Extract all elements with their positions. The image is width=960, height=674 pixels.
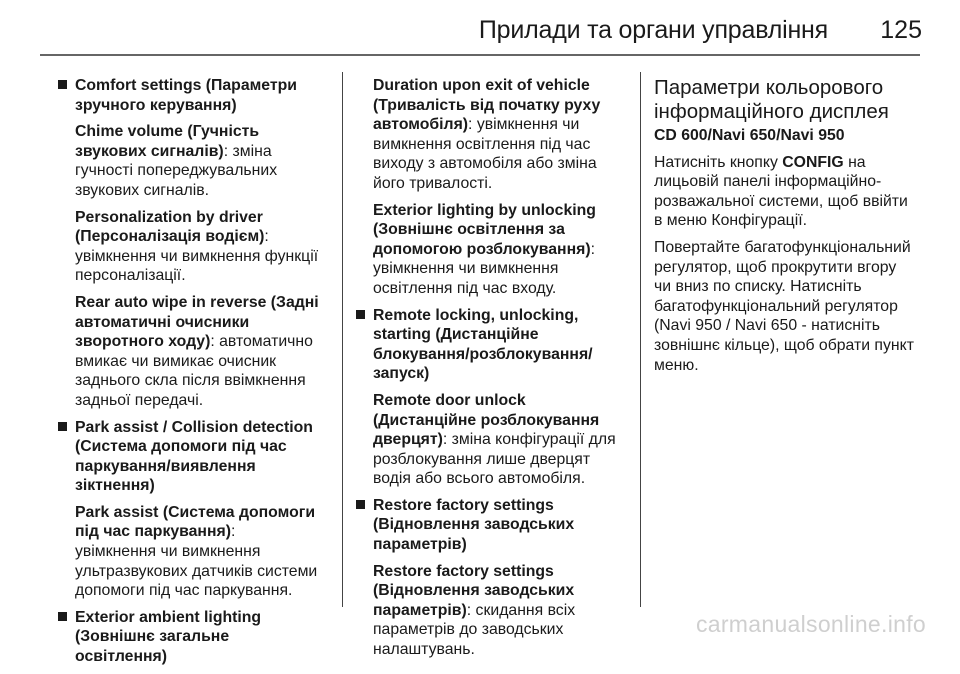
page-number: 125 [880, 16, 922, 44]
paragraph-multifunction-knob: Повертайте багатофункціональний регулятор, щоб прокрутити вгору чи вниз по списку. Натисніть багатофункціональний регулятор (Navi 950 / Navi 650 - натисніть зовнішнє кільце), щоб обрати пункт меню. [654, 238, 914, 374]
setting-desc: : скидання всіх параметрів до заводських налаштувань. [373, 601, 576, 659]
item-title: Comfort settings (Параметри зручного керування) [75, 77, 297, 114]
setting-restore-factory [373, 562, 618, 660]
list-item-remote-locking [356, 306, 618, 489]
setting-desc: : зміна гучності попереджувальних звукових сигналів. [75, 142, 278, 199]
setting-term: Remote door unlock (Дистанційне розблокування дверцят) [373, 391, 600, 449]
setting-desc: : увімкнення чи вимкнення функції персоналізації. [75, 228, 319, 285]
setting-term: Duration upon exit of vehicle (Тривалість від початку руху автомобіля) [373, 77, 601, 134]
setting-term: Restore factory settings (Відновлення заводських параметрів) [373, 562, 575, 619]
bullet-square-icon [58, 612, 67, 621]
setting-park-assist [75, 503, 320, 601]
setting-term: Exterior lighting by unlocking (Зовнішнє освітлення за допомогою розблокування) [373, 201, 596, 258]
setting-remote-door-unlock [373, 391, 618, 489]
setting-duration-upon-exit [373, 76, 618, 194]
setting-desc: : увімкнення чи вимкнення освітлення під час виходу з автомобіля або зміна його тривалості. [373, 116, 597, 192]
setting-desc: : автоматично вмикає чи вимикає очисник заднього скла після ввімкнення задньої передачі. [75, 333, 313, 409]
bullet-square-icon [356, 500, 365, 509]
setting-rear-auto-wipe [75, 293, 320, 411]
list-item-comfort-settings [58, 76, 320, 411]
paragraph-config-button [654, 153, 916, 231]
column-divider-1 [342, 72, 343, 607]
setting-term: Park assist (Система допомоги під час паркування) [75, 503, 316, 541]
setting-desc: : увімкнення чи вимкнення освітлення під час входу. [373, 240, 596, 297]
text: на лицьовій панелі інформаційно-розважальної системи, щоб ввійти в меню Конфігурації. [654, 153, 908, 230]
text: Натисніть кнопку [654, 153, 783, 171]
header-divider [40, 54, 920, 56]
bullet-square-icon [58, 80, 67, 89]
setting-desc: : зміна конфігурації для розблокування лише дверцят водія або всього автомобіля. [373, 431, 616, 488]
setting-term: Rear auto wipe in reverse (Задні автоматичні очисники зворотного ходу) [75, 293, 319, 351]
bullet-square-icon [58, 422, 67, 431]
setting-chime-volume [75, 122, 320, 200]
list-item-continuation [356, 76, 618, 299]
column-divider-2 [640, 72, 641, 607]
config-button-label: CONFIG [782, 153, 844, 171]
item-title: Restore factory settings (Відновлення заводських параметрів) [373, 496, 575, 554]
item-title: Exterior ambient lighting (Зовнішнє загальне освітлення) [75, 608, 262, 666]
column-2 [356, 76, 618, 667]
section-subtitle: CD 600/Navi 650/Navi 950 [654, 127, 845, 144]
bullet-square-icon [356, 310, 365, 319]
item-title: Remote locking, unlocking, starting (Дистанційне блокування/розблокування/запуск) [373, 306, 593, 383]
list-item-park-assist [58, 418, 320, 601]
column-1 [58, 76, 320, 674]
setting-desc: : увімкнення чи вимкнення ультразвукових датчиків системи допомоги під час паркування. [75, 523, 318, 600]
setting-term: Chime volume (Гучність звукових сигналів) [75, 123, 260, 160]
setting-term: Personalization by driver (Персоналізація водієм) [75, 208, 265, 246]
item-title: Park assist / Collision detection (Система допомоги під час паркування/виявлення зіктнення) [75, 418, 313, 495]
setting-personalization [75, 208, 320, 286]
page-header-title: Прилади та органи управління [478, 16, 828, 44]
list-item-exterior-ambient-lighting [58, 608, 320, 667]
setting-exterior-lighting-unlocking [373, 201, 618, 299]
section-title: Параметри кольорового інформаційного дисплея [654, 76, 889, 123]
watermark: carmanualsonline.info [695, 611, 926, 637]
list-item-restore-factory-settings [356, 496, 618, 660]
column-3 [654, 76, 916, 382]
